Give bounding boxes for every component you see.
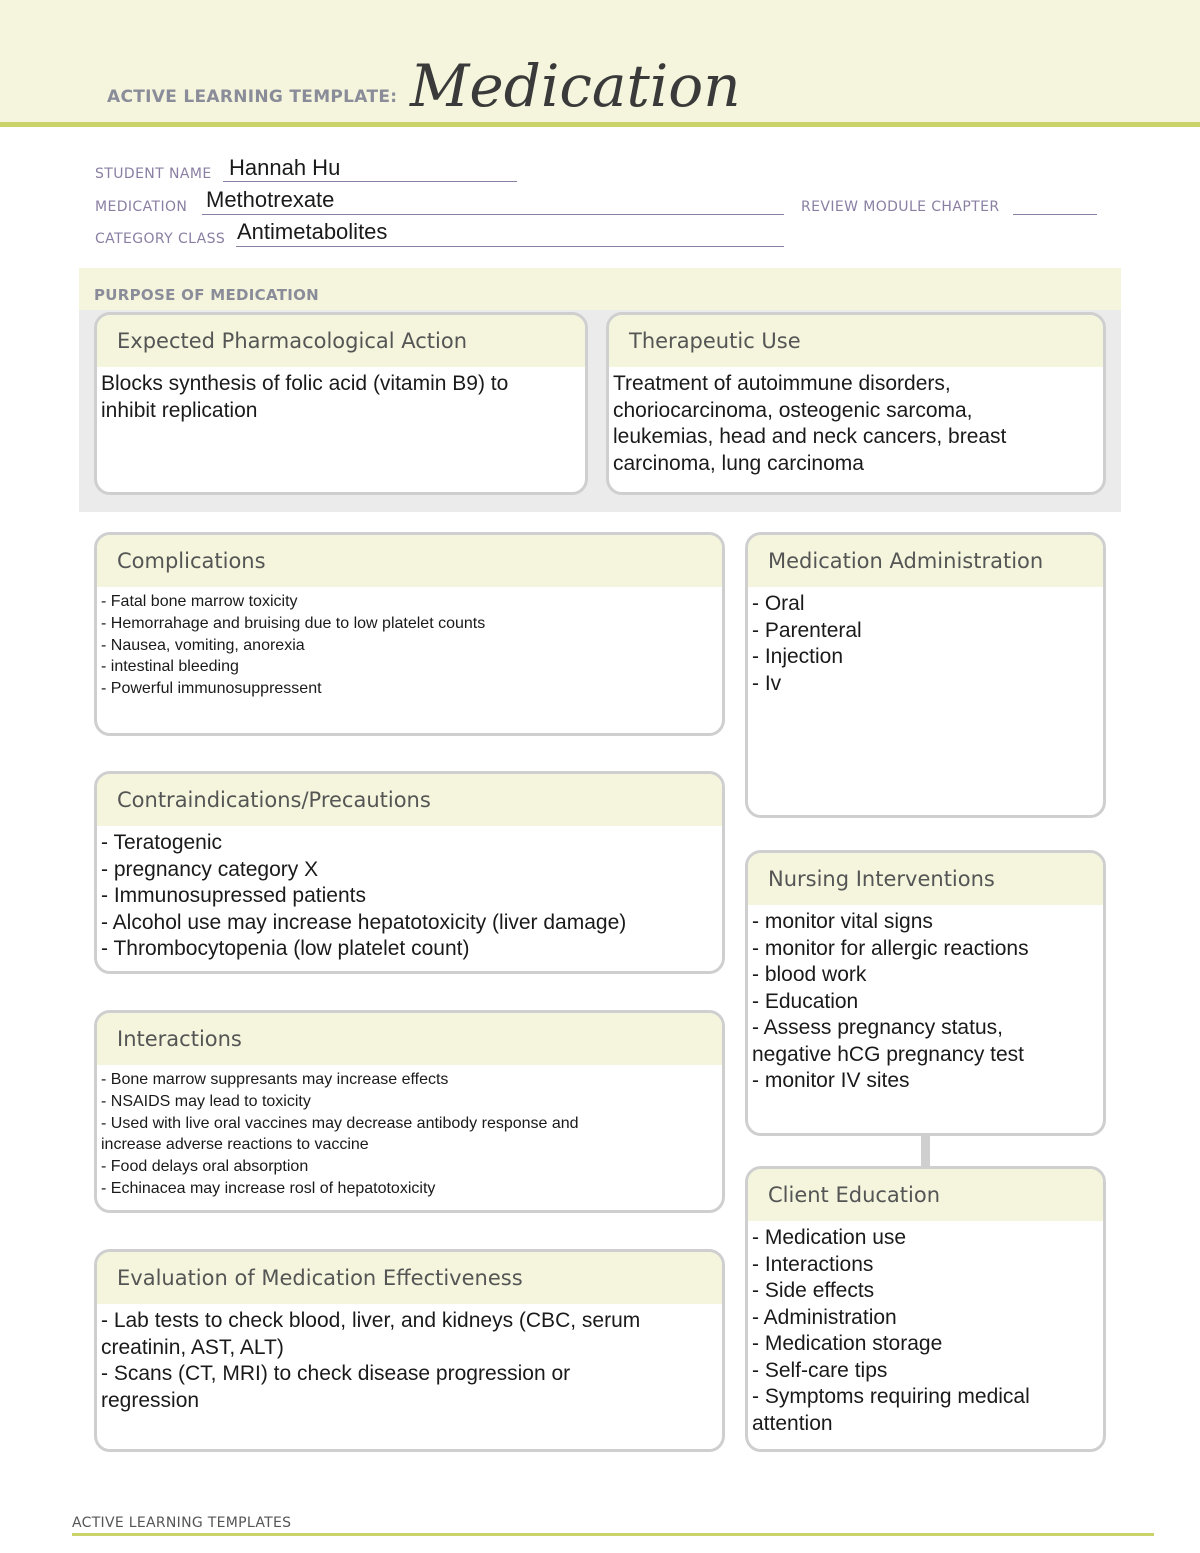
template-label: ACTIVE LEARNING TEMPLATE: — [107, 87, 398, 107]
administration-title: Medication Administration — [748, 535, 1103, 587]
contraindications-title: Contraindications/Precautions — [97, 774, 722, 826]
text-line: - intestinal bleeding — [101, 658, 239, 676]
text-line: regression — [101, 1388, 200, 1412]
text-line: - Alcohol use may increase hepatotoxicity (liver damage) — [101, 910, 627, 934]
text-line: - Medication storage — [752, 1332, 943, 1355]
text-line: - Fatal bone marrow toxicity — [101, 593, 298, 610]
complications-box — [94, 532, 725, 736]
administration-content[interactable] — [748, 587, 1103, 697]
text-line: - Hemorrahage and bruising due to low platelet counts — [101, 614, 486, 632]
text-line: - Injection — [752, 645, 844, 668]
page-title: Medication — [410, 52, 741, 120]
text-line: - Bone marrow suppresants may increase effects — [101, 1071, 449, 1088]
therapeutic-use-content[interactable] — [609, 367, 1103, 477]
text-line: - Lab tests to check blood, liver, and kidneys (CBC, serum — [101, 1309, 641, 1332]
text-line: - Administration — [752, 1305, 897, 1329]
medication-label: MEDICATION — [95, 199, 188, 215]
text-line: - monitor for allergic reactions — [752, 936, 1029, 960]
client-education-box — [745, 1166, 1106, 1452]
text-line: - NSAIDS may lead to toxicity — [101, 1092, 311, 1110]
text-line: - pregnancy category X — [101, 857, 319, 881]
category-class-line — [236, 246, 784, 247]
text-line: - Immunosupressed patients — [101, 884, 366, 907]
text-line: - blood work — [752, 963, 867, 986]
box-connector — [921, 1134, 930, 1166]
evaluation-box — [94, 1249, 725, 1452]
text-line: Treatment of autoimmune disorders, — [613, 372, 951, 395]
text-line: - Powerful immunosuppressent — [101, 680, 322, 698]
complications-title: Complications — [97, 535, 722, 587]
contraindications-content[interactable] — [97, 826, 722, 963]
category-class-field[interactable]: Antimetabolites — [237, 219, 388, 244]
text-line: - Nausea, vomiting, anorexia — [101, 636, 305, 654]
nursing-box — [745, 850, 1106, 1136]
footer-label: ACTIVE LEARNING TEMPLATES — [72, 1515, 292, 1531]
complications-content[interactable] — [97, 587, 722, 700]
expected-action-title: Expected Pharmacological Action — [97, 315, 585, 367]
nursing-title: Nursing Interventions — [748, 853, 1103, 905]
text-line: - Assess pregnancy status, — [752, 1016, 1003, 1039]
nursing-content[interactable] — [748, 905, 1103, 1095]
text-line: - Food delays oral absorption — [101, 1158, 309, 1176]
text-line: - Used with live oral vaccines may decrease antibody response and — [101, 1114, 579, 1132]
interactions-content[interactable] — [97, 1065, 722, 1200]
text-line: - Iv — [752, 671, 782, 695]
text-line: - Oral — [752, 592, 805, 615]
footer-divider — [72, 1533, 1154, 1536]
text-line: - Symptoms requiring medical — [752, 1385, 1030, 1408]
medication-line — [202, 214, 784, 215]
student-name-field[interactable]: Hannah Hu — [229, 155, 341, 180]
text-line: - Interactions — [752, 1252, 874, 1276]
text-line: - monitor vital signs — [752, 910, 933, 933]
evaluation-content[interactable] — [97, 1304, 722, 1414]
text-line: negative hCG pregnancy test — [752, 1042, 1024, 1066]
interactions-title: Interactions — [97, 1013, 722, 1065]
review-module-label: REVIEW MODULE CHAPTER — [801, 199, 1000, 215]
text-line: - Self-care tips — [752, 1358, 888, 1382]
text-line: carcinoma, lung carcinoma — [613, 451, 864, 475]
text-line: - Parenteral — [752, 618, 862, 642]
therapeutic-use-box — [606, 312, 1106, 495]
text-line: - Scans (CT, MRI) to check disease progression or — [101, 1362, 571, 1385]
evaluation-title: Evaluation of Medication Effectiveness — [97, 1252, 722, 1304]
text-line: - Medication use — [752, 1226, 907, 1249]
text-line: attention — [752, 1411, 833, 1435]
administration-box — [745, 532, 1106, 818]
text-line: - Side effects — [752, 1279, 875, 1302]
review-module-line — [1013, 214, 1097, 215]
interactions-box — [94, 1010, 725, 1213]
text-line: choriocarcinoma, osteogenic sarcoma, — [613, 398, 973, 422]
text-line: leukemias, head and neck cancers, breast — [613, 425, 1007, 448]
text-line: - Thrombocytopenia (low platelet count) — [101, 937, 470, 960]
text-line: - Teratogenic — [101, 831, 223, 854]
client-education-content[interactable] — [748, 1221, 1103, 1437]
purpose-label: PURPOSE OF MEDICATION — [94, 286, 320, 304]
student-name-label: STUDENT NAME — [95, 166, 212, 182]
text-line: - monitor IV sites — [752, 1069, 910, 1092]
text-line: creatinin, AST, ALT) — [101, 1335, 284, 1359]
text-line: Blocks synthesis of folic acid (vitamin B9) to — [101, 372, 509, 395]
text-line: increase adverse reactions to vaccine — [101, 1136, 369, 1154]
therapeutic-use-title: Therapeutic Use — [609, 315, 1103, 367]
category-class-label: CATEGORY CLASS — [95, 231, 226, 247]
contraindications-box — [94, 771, 725, 974]
text-line: - Education — [752, 989, 859, 1013]
text-line: - Echinacea may increase rosl of hepatotoxicity — [101, 1179, 436, 1197]
text-line: inhibit replication — [101, 398, 258, 422]
expected-action-content[interactable] — [97, 367, 585, 424]
client-education-title: Client Education — [748, 1169, 1103, 1221]
header-divider — [0, 122, 1200, 127]
expected-action-box — [94, 312, 588, 495]
medication-field[interactable]: Methotrexate — [206, 187, 335, 212]
student-name-line — [223, 181, 517, 182]
